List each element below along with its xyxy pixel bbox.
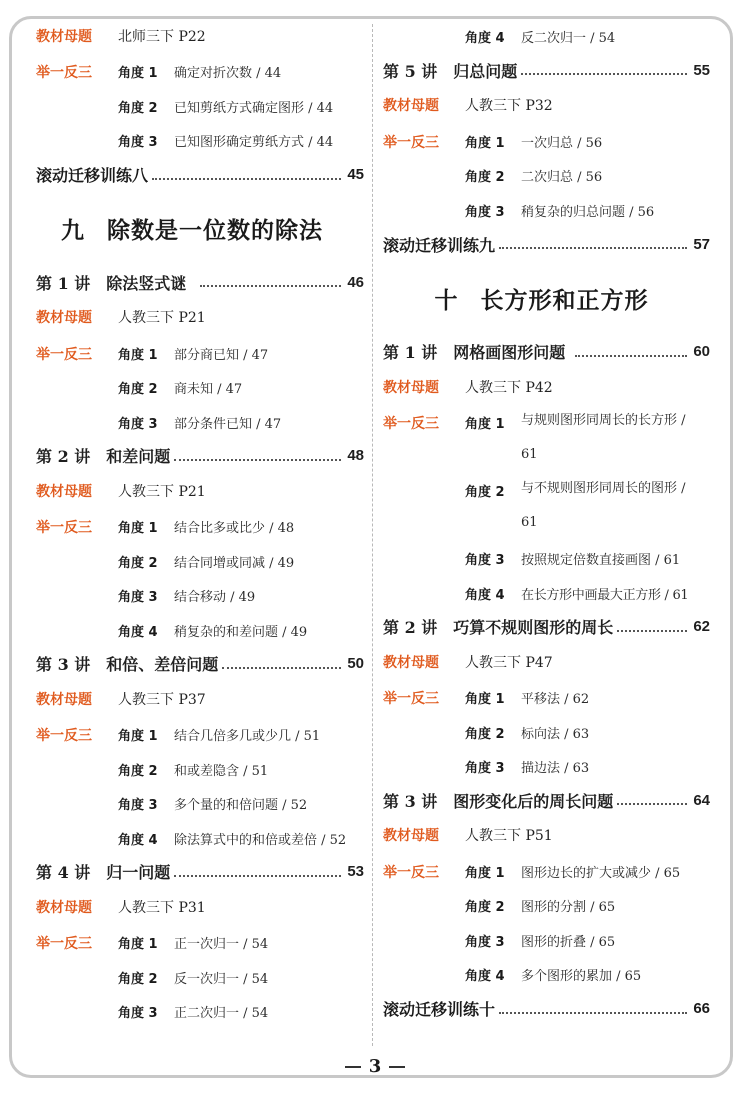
angle-label: 角度 1	[465, 417, 505, 432]
unit-heading	[36, 193, 364, 265]
angle-label: 角度 1	[465, 135, 505, 151]
material-row	[383, 818, 710, 853]
page-ref: 60	[693, 343, 710, 360]
angle-row[interactable]	[36, 369, 364, 404]
angle-text: 和或差隐含 / 51	[174, 763, 269, 779]
lesson-number: 第 1 讲	[383, 343, 438, 362]
angle-label: 角度 3	[118, 798, 158, 813]
material-row	[383, 369, 710, 404]
angle-text: 稍复杂的归总问题 / 56	[521, 204, 655, 220]
practice-tag: 举一反三	[383, 416, 439, 432]
page-ref: 50	[347, 655, 364, 672]
material-row	[383, 644, 710, 679]
page-ref: 53	[347, 863, 364, 880]
page-ref: 66	[693, 1000, 710, 1017]
page-ref: 45	[347, 166, 364, 183]
practice-tag: 举一反三	[36, 728, 92, 744]
angle-label: 角度 4	[465, 969, 505, 984]
leader-dots	[200, 285, 341, 287]
angle-row[interactable]	[383, 679, 710, 714]
material-tag: 教材母题	[36, 691, 92, 708]
practice-tag: 举一反三	[383, 864, 439, 881]
lesson-entry[interactable]	[36, 646, 364, 681]
angle-text: 已知图形确定剪纸方式 / 44	[174, 135, 334, 150]
angle-text: 反一次归一 / 54	[174, 971, 269, 987]
lesson-number: 第 2 讲	[383, 618, 438, 637]
angle-text: 平移法 / 62	[521, 692, 590, 707]
lesson-title: 归总问题	[453, 61, 518, 81]
angle-label: 角度 2	[465, 900, 505, 915]
angle-row[interactable]	[383, 18, 710, 53]
angle-text: 与规则图形同周长的长方形 / 61	[521, 413, 686, 462]
angle-row[interactable]	[383, 540, 710, 575]
angle-label: 角度 2	[118, 971, 158, 987]
angle-label: 角度 1	[118, 521, 158, 536]
material-source: 人教三下 P32	[465, 98, 553, 114]
angle-row[interactable]	[36, 993, 364, 1028]
angle-label: 角度 4	[118, 832, 158, 848]
practice-tag: 举一反三	[36, 520, 92, 536]
leader-dots	[617, 630, 687, 632]
review-title: 滚动迁移训练九	[383, 235, 496, 255]
material-tag: 教材母题	[36, 483, 92, 500]
angle-row[interactable]	[36, 716, 364, 751]
angle-row[interactable]	[36, 88, 364, 123]
angle-row[interactable]	[36, 924, 364, 959]
angle-text: 正一次归一 / 54	[174, 937, 269, 952]
material-tag: 教材母题	[383, 828, 439, 844]
lesson-entry[interactable]	[36, 438, 364, 473]
angle-row[interactable]	[383, 922, 710, 957]
angle-text: 正二次归一 / 54	[174, 1006, 269, 1021]
angle-label: 角度 2	[118, 382, 158, 397]
lesson-number: 第 1 讲	[36, 273, 91, 293]
angle-row[interactable]	[36, 577, 364, 612]
angle-label: 角度 4	[118, 624, 158, 640]
material-tag: 教材母题	[383, 654, 439, 671]
angle-row[interactable]	[36, 751, 364, 786]
angle-text: 反二次归一 / 54	[521, 31, 616, 46]
review-entry[interactable]	[36, 157, 364, 193]
material-row	[36, 681, 364, 716]
angle-row[interactable]	[36, 53, 364, 88]
lesson-entry[interactable]	[383, 53, 710, 88]
unit-number: 十	[434, 286, 459, 314]
angle-row[interactable]	[383, 192, 710, 227]
lesson-title: 和差问题	[106, 447, 171, 466]
angle-label: 角度 2	[465, 485, 505, 500]
angle-text: 图形的分割 / 65	[521, 900, 616, 915]
angle-text: 结合几倍多几或少几 / 51	[174, 729, 321, 744]
angle-label: 角度 3	[465, 553, 505, 568]
angle-text: 与不规则图形同周长的图形 / 61	[521, 481, 686, 530]
material-source: 人教三下 P37	[118, 691, 206, 708]
angle-text: 部分条件已知 / 47	[174, 416, 282, 432]
angle-text: 结合同增或同减 / 49	[174, 555, 295, 571]
material-source: 人教三下 P51	[465, 828, 553, 844]
angle-row[interactable]	[383, 748, 710, 783]
angle-text: 在长方形中画最大正方形 / 61	[521, 587, 689, 603]
lesson-title: 和倍、差倍问题	[106, 655, 219, 674]
leader-dots	[152, 178, 341, 180]
angle-row[interactable]	[36, 508, 364, 543]
practice-tag: 举一反三	[383, 691, 439, 707]
material-row	[383, 88, 710, 123]
angle-label: 角度 2	[465, 170, 505, 185]
angle-label: 角度 4	[465, 587, 505, 603]
material-source: 人教三下 P31	[118, 899, 206, 916]
angle-row[interactable]	[383, 123, 710, 158]
material-source: 人教三下 P42	[465, 379, 553, 396]
material-row	[36, 18, 364, 53]
angle-label: 角度 3	[465, 761, 505, 776]
column-divider	[372, 24, 373, 1046]
leader-dots	[499, 1012, 687, 1014]
angle-text: 按照规定倍数直接画图 / 61	[521, 553, 681, 568]
leader-dots	[521, 73, 687, 75]
angle-row[interactable]	[36, 785, 364, 820]
page-ref: 64	[693, 791, 710, 809]
angle-label: 角度 1	[118, 347, 158, 363]
leader-dots	[499, 247, 687, 249]
material-row	[36, 300, 364, 335]
lesson-entry[interactable]	[383, 783, 710, 818]
angle-text: 描边法 / 63	[521, 761, 590, 776]
angle-text: 标向法 / 63	[521, 726, 590, 742]
angle-row[interactable]	[383, 575, 710, 610]
review-title: 滚动迁移训练八	[36, 166, 149, 185]
angle-text: 图形的折叠 / 65	[521, 934, 616, 950]
material-tag: 教材母题	[36, 899, 92, 916]
lesson-entry[interactable]	[36, 265, 364, 300]
lesson-title: 图形变化后的周长问题	[453, 791, 614, 811]
angle-label: 角度 2	[465, 726, 505, 742]
angle-label: 角度 1	[465, 865, 505, 881]
review-entry[interactable]	[383, 991, 710, 1027]
lesson-title: 归一问题	[106, 863, 171, 882]
page-ref: 46	[347, 273, 364, 291]
leader-dots	[222, 667, 341, 669]
lesson-entry[interactable]	[36, 854, 364, 889]
lesson-number: 第 4 讲	[36, 863, 91, 882]
unit-title: 长方形和正方形	[480, 286, 649, 314]
material-tag: 教材母题	[383, 98, 439, 114]
unit-title: 除数是一位数的除法	[107, 217, 323, 244]
angle-row[interactable]	[383, 956, 710, 991]
angle-text: 除法算式中的和倍或差倍 / 52	[174, 832, 347, 848]
angle-label: 角度 3	[118, 1006, 158, 1021]
material-source: 人教三下 P47	[465, 654, 553, 671]
material-source: 人教三下 P21	[118, 310, 206, 326]
angle-label: 角度 3	[465, 204, 505, 220]
lesson-title: 除法竖式谜	[106, 273, 187, 293]
lesson-number: 第 3 讲	[36, 655, 91, 674]
page-ref: 55	[693, 61, 710, 79]
angle-text: 商未知 / 47	[174, 382, 243, 397]
angle-label: 角度 1	[118, 937, 158, 952]
toc-right-column	[383, 18, 710, 1027]
page-number-value: 3	[368, 1056, 382, 1077]
lesson-title: 巧算不规则图形的周长	[453, 618, 614, 637]
angle-label: 角度 1	[118, 729, 158, 744]
angle-row[interactable]	[36, 543, 364, 578]
angle-text: 确定对折次数 / 44	[174, 66, 282, 81]
angle-label: 角度 4	[465, 31, 505, 46]
material-row	[36, 889, 364, 924]
angle-row[interactable]	[36, 820, 364, 855]
toc-left-column	[36, 18, 364, 1028]
lesson-title: 网格画图形问题	[453, 343, 566, 362]
angle-text: 图形边长的扩大或减少 / 65	[521, 865, 681, 881]
lesson-number: 第 5 讲	[383, 61, 438, 81]
angle-row[interactable]	[383, 714, 710, 749]
leader-dots	[575, 355, 687, 357]
angle-row[interactable]	[36, 959, 364, 994]
angle-label: 角度 1	[465, 692, 505, 707]
angle-text: 稍复杂的和差问题 / 49	[174, 624, 308, 640]
angle-row[interactable]	[383, 157, 710, 192]
angle-row[interactable]	[36, 122, 364, 157]
leader-dots	[174, 875, 341, 877]
page-ref: 57	[693, 235, 710, 253]
practice-tag: 举一反三	[36, 346, 92, 363]
material-tag: 教材母题	[383, 379, 439, 396]
angle-row[interactable]	[383, 853, 710, 888]
page-ref: 62	[693, 618, 710, 635]
angle-row[interactable]	[383, 887, 710, 922]
angle-text: 一次归总 / 56	[521, 135, 603, 151]
angle-label: 角度 3	[118, 135, 158, 150]
unit-heading	[383, 262, 710, 334]
angle-text: 结合比多或比少 / 48	[174, 521, 295, 536]
angle-text: 多个量的和倍问题 / 52	[174, 798, 308, 813]
page-ref: 48	[347, 447, 364, 464]
angle-text: 多个图形的累加 / 65	[521, 969, 642, 984]
leader-dots	[174, 459, 341, 461]
practice-tag: 举一反三	[36, 936, 92, 952]
angle-label: 角度 2	[118, 100, 158, 116]
angle-label: 角度 2	[118, 763, 158, 779]
angle-row[interactable]	[36, 612, 364, 647]
material-row	[36, 473, 364, 508]
material-source: 人教三下 P21	[118, 483, 206, 500]
lesson-number: 第 2 讲	[36, 447, 91, 466]
unit-number: 九	[61, 217, 85, 244]
page-number	[0, 1056, 750, 1077]
angle-label: 角度 3	[118, 416, 158, 432]
angle-label: 角度 3	[118, 590, 158, 605]
angle-row[interactable]	[383, 472, 710, 540]
lesson-entry[interactable]	[383, 334, 710, 369]
material-source: 北师三下 P22	[118, 28, 206, 45]
angle-label: 角度 1	[118, 66, 158, 81]
angle-text: 二次归总 / 56	[521, 170, 603, 185]
angle-row[interactable]	[36, 335, 364, 370]
lesson-entry[interactable]	[383, 609, 710, 644]
angle-row[interactable]	[36, 404, 364, 439]
leader-dots	[617, 803, 687, 805]
practice-tag: 举一反三	[36, 65, 92, 81]
angle-row[interactable]	[383, 404, 710, 472]
practice-tag: 举一反三	[383, 134, 439, 151]
angle-text: 结合移动 / 49	[174, 590, 256, 605]
material-tag: 教材母题	[36, 310, 92, 326]
angle-text: 已知剪纸方式确定图形 / 44	[174, 100, 334, 116]
angle-label: 角度 3	[465, 934, 505, 950]
lesson-number: 第 3 讲	[383, 791, 438, 811]
review-title: 滚动迁移训练十	[383, 1000, 496, 1019]
review-entry[interactable]	[383, 226, 710, 262]
angle-text: 部分商已知 / 47	[174, 347, 269, 363]
material-tag: 教材母题	[36, 28, 92, 45]
angle-label: 角度 2	[118, 555, 158, 571]
